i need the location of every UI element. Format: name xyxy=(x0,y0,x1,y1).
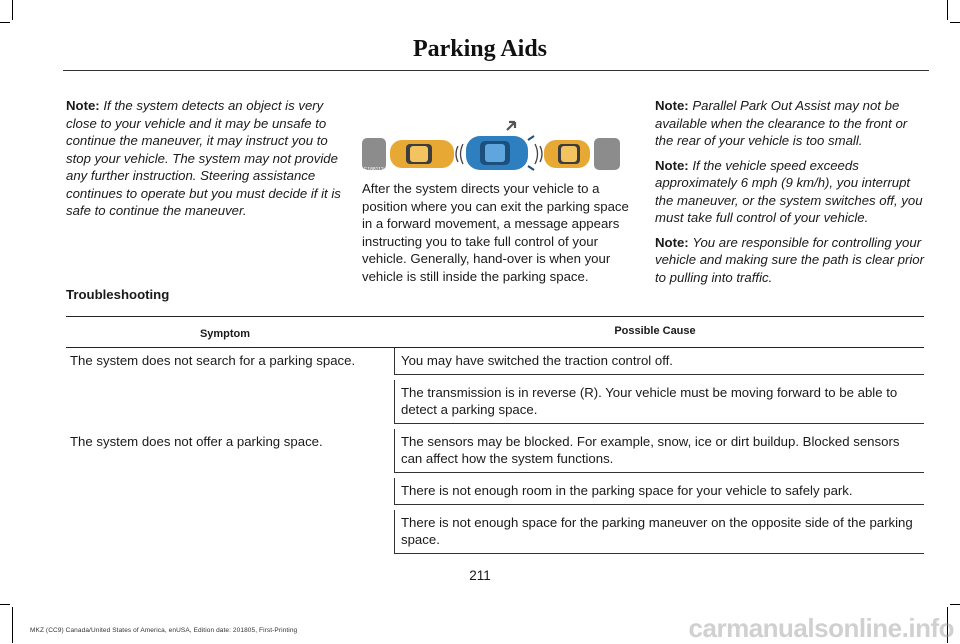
parallel-park-out-illustration xyxy=(362,116,620,172)
cause-cell xyxy=(386,348,924,430)
note-label: Note: xyxy=(655,98,689,113)
sensor-wave-icon xyxy=(540,146,542,162)
cause-item: The sensors may be blocked. For example, snow, ice or dirt buildup. Blocked sensors can affect how the system functions. xyxy=(394,429,924,473)
table-row xyxy=(66,429,924,559)
crop-mark xyxy=(950,22,960,23)
column-header-symptom: Symptom xyxy=(66,317,386,348)
column-3 xyxy=(655,97,928,293)
parking-illustration xyxy=(362,116,620,172)
right-obstacle xyxy=(594,138,620,170)
note-paragraph xyxy=(66,97,342,220)
cause-cell xyxy=(386,429,924,559)
column-header-cause: Possible Cause xyxy=(386,317,924,348)
note-label: Note: xyxy=(66,98,100,113)
section-title: Parking Aids xyxy=(412,36,548,62)
handover-paragraph: After the system directs your vehicle to a position where you can exit the parking space in a forward movement, a message appears instructing you to take full control of your vehicle. Generally, hand-over is when your vehicle is still inside the parking space. xyxy=(362,181,629,284)
watermark-logo: carmanualsonline.info xyxy=(688,613,954,643)
table-row xyxy=(66,348,924,430)
cause-item: There is not enough room in the parking space for your vehicle to safely park. xyxy=(394,478,924,505)
symptom-cell: The system does not offer a parking space. xyxy=(70,434,323,449)
sensor-wave-icon xyxy=(535,144,538,164)
note-text: If the vehicle speed exceeds approximately 6 mph (9 km/h), you interrupt the maneuver, or the system switches off, you must take full control of your vehicle. xyxy=(655,157,923,225)
note-paragraph xyxy=(655,97,928,150)
symptom-cell: The system does not search for a parking space. xyxy=(70,353,356,368)
figure-id: E188112 xyxy=(364,167,384,172)
sensor-wave-icon xyxy=(461,144,464,164)
own-vehicle xyxy=(466,136,534,170)
left-obstacle xyxy=(362,138,386,170)
crop-mark xyxy=(12,0,13,20)
cause-item: There is not enough space for the parking maneuver on the opposite side of the parking space. xyxy=(394,510,924,554)
troubleshooting-heading: Troubleshooting xyxy=(66,287,170,302)
crop-mark xyxy=(947,0,948,20)
note-paragraph xyxy=(655,234,928,287)
exit-direction-arrow-icon xyxy=(507,122,515,130)
table-header-row xyxy=(66,317,924,348)
column-1 xyxy=(66,97,342,227)
crop-mark xyxy=(12,607,13,643)
note-text: If the system detects an object is very close to your vehicle and it may be unsafe to continue the maneuver, it may instruct you to stop your vehicle. The system may not provide any further instruction. Steering assistance continues to operate but you must decide if it is safe to continue the maneuver. xyxy=(66,98,341,218)
right-parked-car xyxy=(544,140,590,168)
note-text: You are responsible for controlling your vehicle and making sure the path is clear prior to pulling into traffic. xyxy=(655,234,925,285)
troubleshooting-table xyxy=(66,316,924,559)
crop-mark xyxy=(950,604,960,605)
left-parked-car xyxy=(390,140,454,168)
header-rule xyxy=(63,70,929,71)
note-label: Note: xyxy=(655,157,689,173)
cause-item: You may have switched the traction control off. xyxy=(394,348,924,375)
note-label: Note: xyxy=(655,234,689,250)
note-paragraph xyxy=(655,157,928,227)
note-text: Parallel Park Out Assist may not be available when the clearance to the front or the rear of your vehicle is too small. xyxy=(655,98,908,148)
crop-mark xyxy=(0,604,10,605)
edition-footer: MKZ (CC9) Canada/United States of America, enUSA, Edition date: 201805, First-Printing xyxy=(30,627,298,634)
page-number: 211 xyxy=(469,568,491,583)
crop-mark xyxy=(0,22,10,23)
sensor-wave-icon xyxy=(456,146,458,162)
cause-item: The transmission is in reverse (R). Your vehicle must be moving forward to be able to detect a parking space. xyxy=(394,380,924,424)
